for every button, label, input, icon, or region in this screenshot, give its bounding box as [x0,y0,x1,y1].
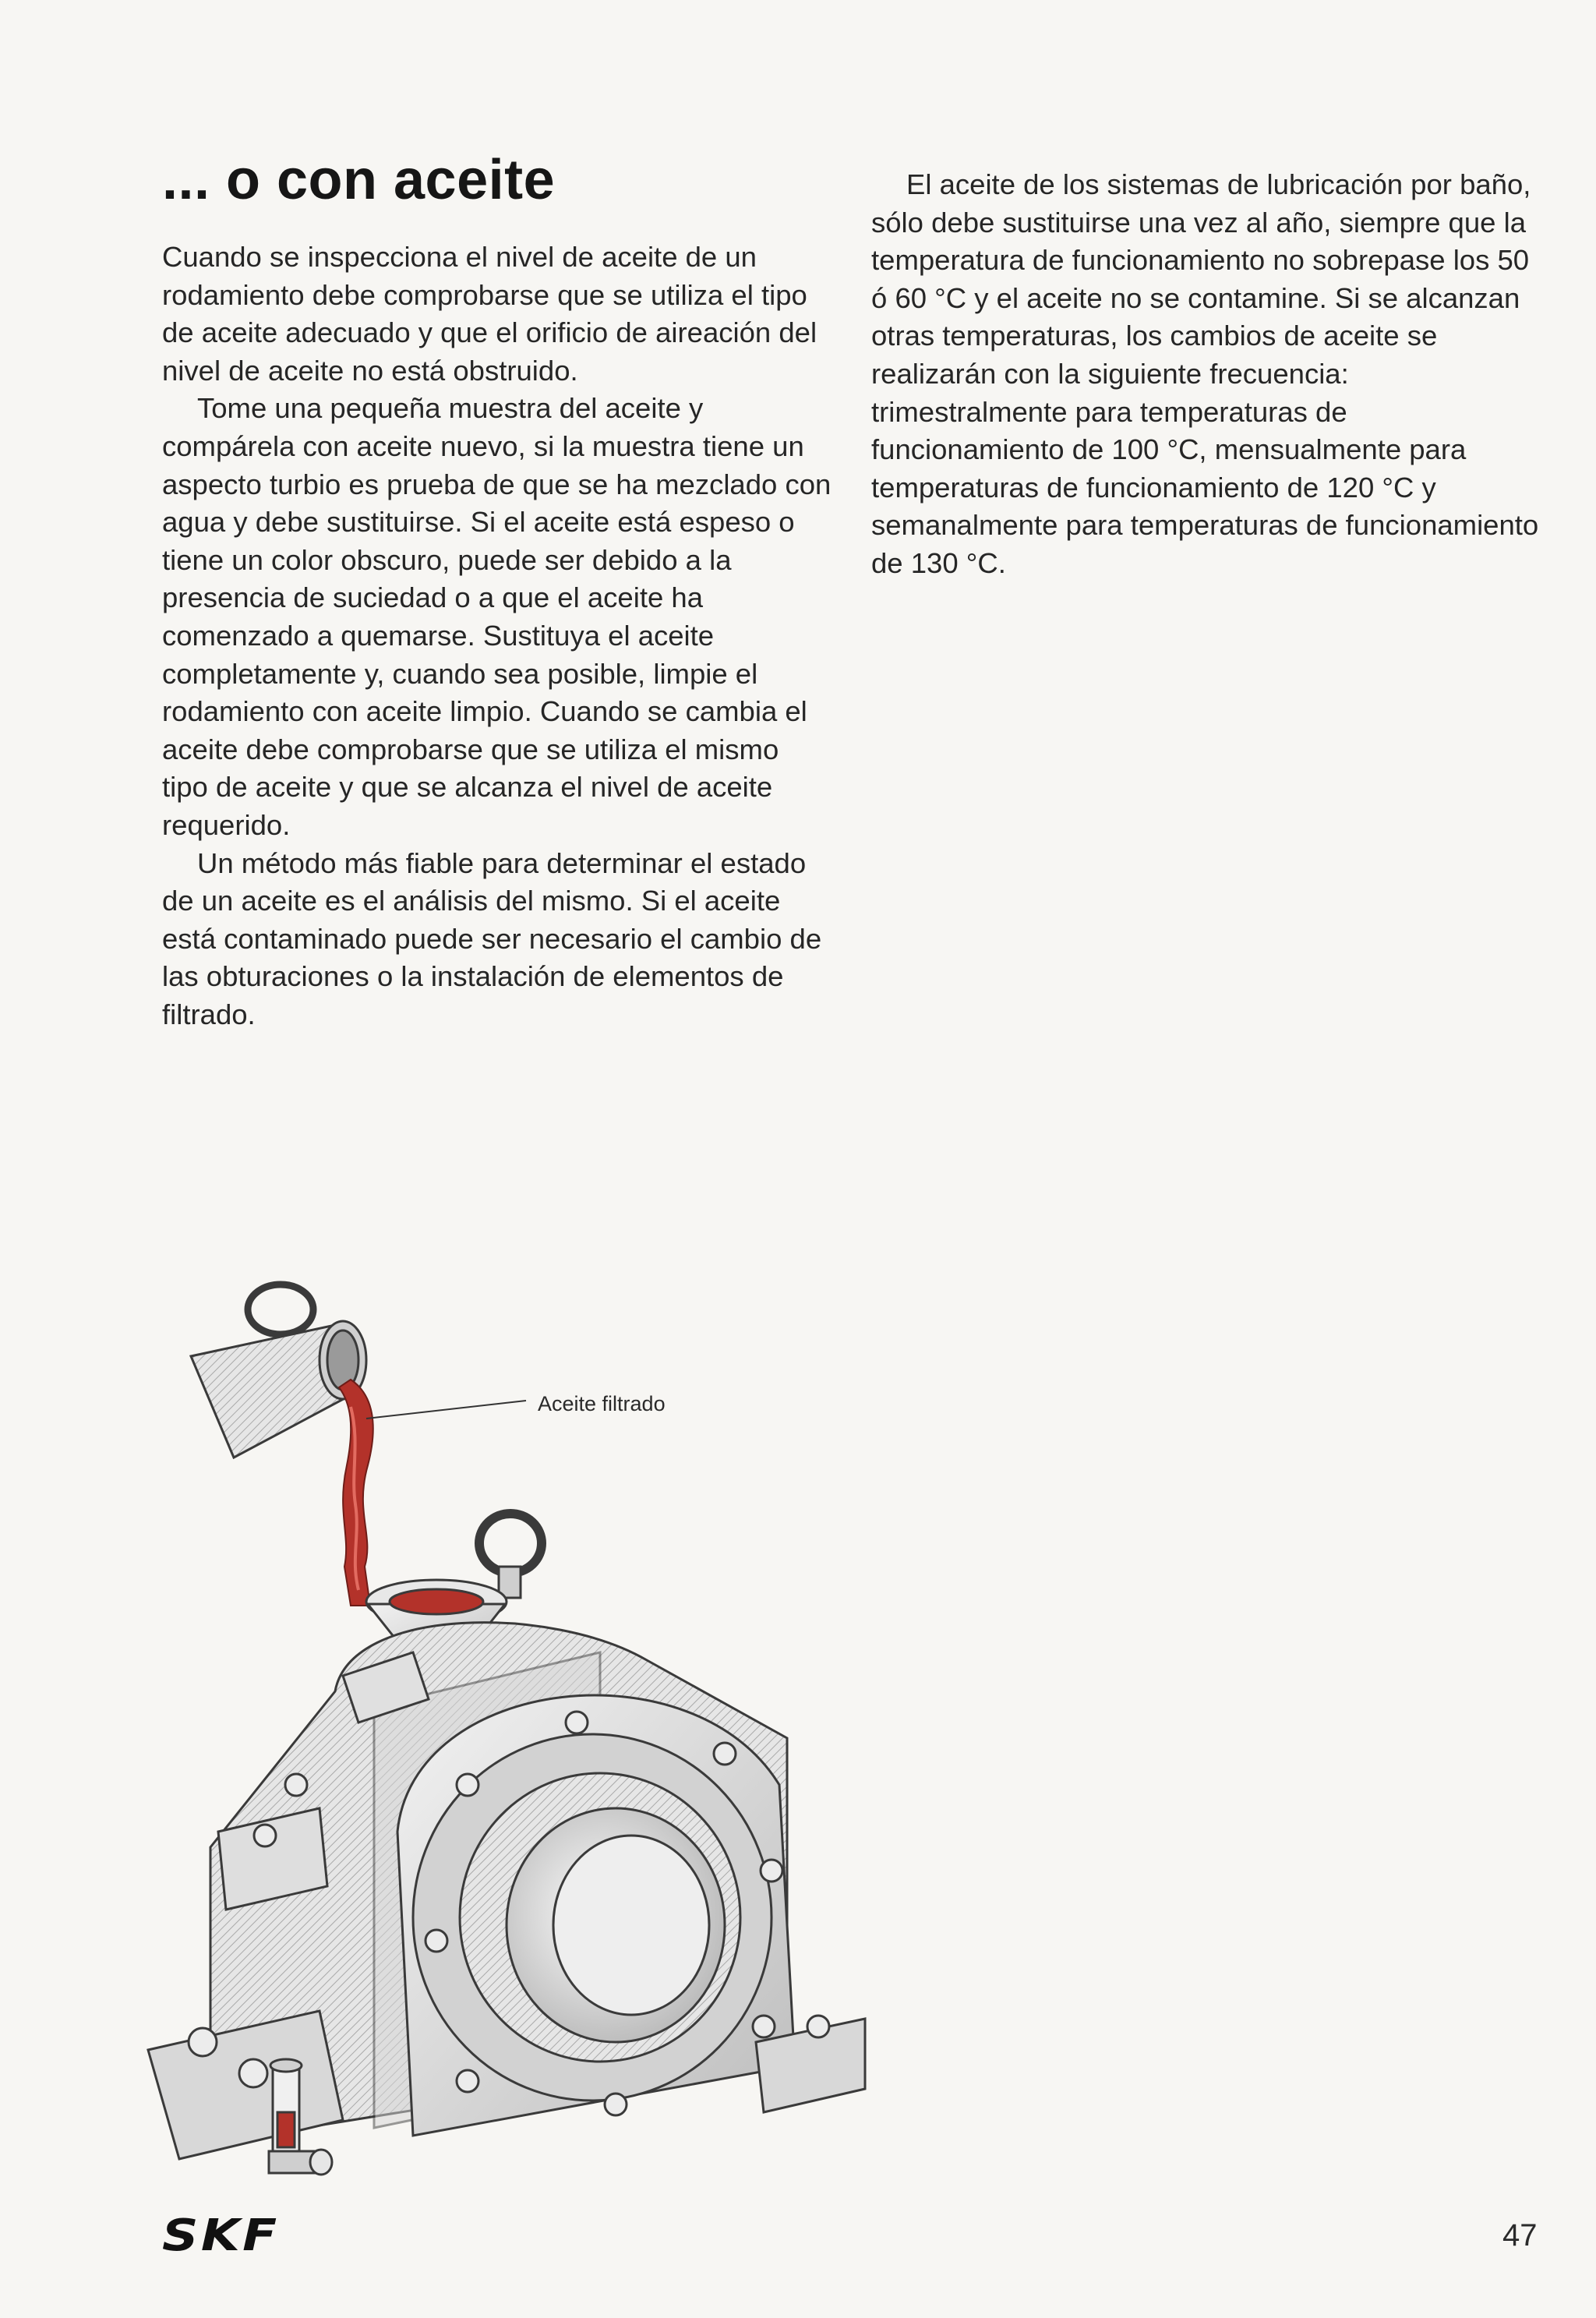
callout-leader [366,1401,526,1419]
paragraph: Un método más fiable para determinar el estado de un aceite es el análisis del mismo. Si el aceite está contaminado puede ser necesario el cambio de las obturaciones o la instalación de elementos de filtrado. [162,846,822,1030]
callout-label: Aceite filtrado [538,1392,666,1415]
right-text-column [871,166,1541,583]
oil-jug [191,1284,366,1458]
paragraph: El aceite de los sistemas de lubricación por baño, sólo debe sustituirse una vez al año, siempre que la temperatura de funcionamiento no sobrepase los 50 ó 60 °C y el aceite no se contamine. Si se alcanzan otras temperaturas, los cambios de aceite se realizarán con la siguiente frecuencia: trimestralmente para temperaturas de funcionamiento de 100 °C, mensualmente para temperaturas de funcionamiento de 120 °C y semanalmente para temperaturas de funcionamiento de 130 °C. [871,168,1539,579]
paragraph: Cuando se inspecciona el nivel de aceite de un rodamiento debe comprobarse que se utiliza el tipo de aceite adecuado y que el orificio de aireación del nivel de aceite no está obstruido. [162,241,817,387]
paragraph: Tome una pequeña muestra del aceite y compárela con aceite nuevo, si la muestra tiene un aspecto turbio es prueba de que se ha mezclado con agua y debe sustituirse. Si el aceite está espeso o tiene un color obscuro, puede ser debido a la presencia de suciedad o a que el aceite ha comenzado a quemarse. Sustituya el aceite completamente y, cuando sea posible, limpie el rodamiento con aceite limpio. Cuando se cambia el aceite debe comprobarse que se utiliza el mismo tipo de aceite y que se alcanza el nivel de aceite requerido. [162,392,832,841]
brand-logo: SKF [162,2210,280,2261]
oil-stream [339,1380,373,1606]
page-number: 47 [1502,2218,1538,2253]
page-title: ... o con aceite [162,149,556,211]
oil-refill-illustration [117,1239,881,2206]
left-text-column [162,239,832,1034]
lifting-eye [479,1514,542,1598]
bearing-housing [148,1623,865,2159]
